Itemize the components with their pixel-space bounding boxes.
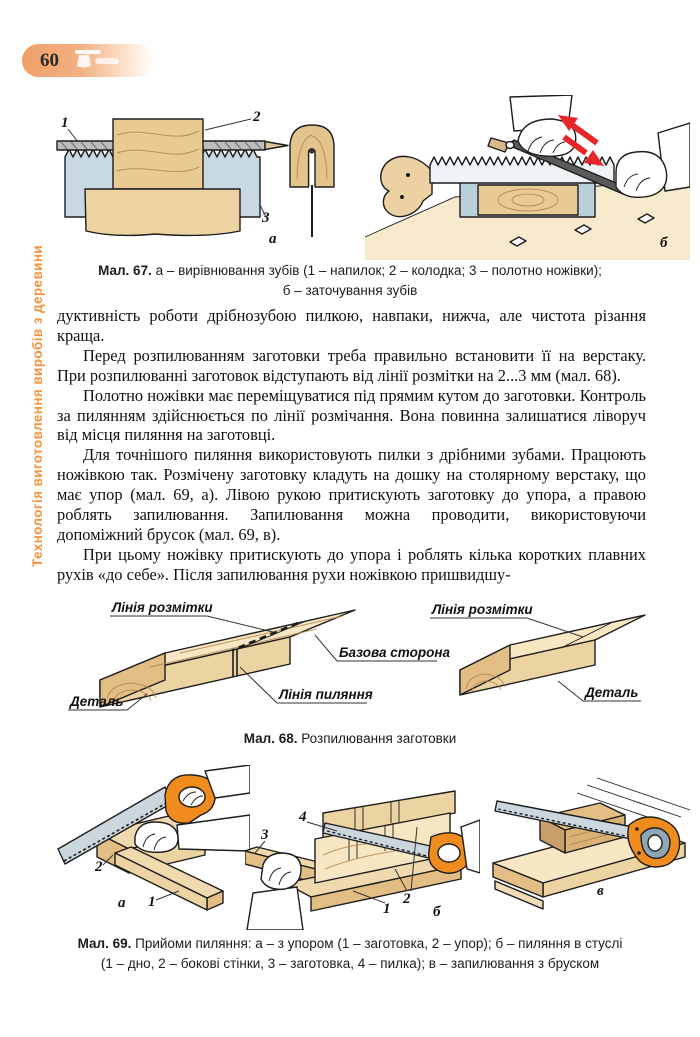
figure-67b-sharpening bbox=[360, 95, 690, 260]
label-b: б bbox=[433, 904, 441, 920]
label-3: 3 bbox=[262, 210, 270, 226]
label-2: 2 bbox=[95, 859, 103, 875]
label-b: б bbox=[660, 235, 668, 251]
figure-68-planks bbox=[55, 595, 665, 722]
label-v: в bbox=[597, 883, 604, 899]
wood-block-67a bbox=[113, 119, 203, 189]
label-detail: Деталь bbox=[70, 694, 124, 709]
workbench-board-67a bbox=[85, 189, 240, 235]
figure-69b-mitre-box bbox=[245, 765, 480, 930]
figure-69v-block-guide bbox=[485, 765, 695, 925]
figure-69-caption: Мал. 69. Прийоми пиляння: а – з упором (1 – заготовка, 2 – упор); б – пиляння в стуслі (1 – дно, 2 – бокові стінки, 3 – заготовка, 4 – пилка); в – запилювання з бруском bbox=[77, 936, 623, 971]
publisher-logo-icon bbox=[73, 46, 125, 75]
page-number: 60 bbox=[40, 49, 59, 71]
label-marking-line: Лінія розмітки bbox=[432, 602, 533, 617]
paragraph: Полотно ножівки має переміщуватися під прямим кутом до заготовки. Контроль за пилянням здійснюється по лінії розмічання. Вона повинна залишатися ліворуч від місця пиляння на заготовці. bbox=[57, 385, 646, 445]
label-base-side: Базова сторона bbox=[339, 645, 450, 660]
label-2: 2 bbox=[403, 891, 411, 907]
figure-67-caption: Мал. 67. а – вирівнювання зубів (1 – напилок; 2 – колодка; 3 – полотно ножівки); б – заточування зубів bbox=[98, 263, 602, 298]
label-4: 4 bbox=[299, 809, 307, 825]
figure-69a-sawing-with-stop bbox=[55, 765, 250, 925]
motion-arrows-icon bbox=[558, 115, 604, 166]
label-1: 1 bbox=[383, 901, 391, 917]
right-hand-67b bbox=[616, 123, 690, 197]
label-3: 3 bbox=[261, 827, 269, 843]
paragraph: дуктивність роботи дрібнозубою пилкою, навпаки, нижча, але чистота різання краща. bbox=[57, 306, 646, 345]
paragraph: Для точнішого пиляння використовують пилки з дрібними зубами. Працюють ножівкою так. Розмічену заготовку кладуть на дошку на столярному верстаку, що має упор (мал. 69, а). Лівою рукою притискують заготовку до упора, а правою роблять запилювання. Запилювання можна проводити, використовуючи допоміжний брусок (мал. 69, в). bbox=[57, 445, 646, 544]
label-1: 1 bbox=[61, 115, 69, 131]
figure-67a-tooth-levelling bbox=[55, 105, 345, 250]
vice-67b bbox=[460, 181, 595, 217]
block-cross-section-67a bbox=[290, 125, 334, 237]
figure-68-caption: Мал. 68. Розпилювання заготовки bbox=[243, 731, 457, 746]
label-marking-line: Лінія розмітки bbox=[112, 600, 213, 615]
label-2: 2 bbox=[253, 109, 261, 125]
paragraph: При цьому ножівку притискують до упора і роблять кілька коротких плавних рухів «до себе». Після запилювання рухи ножівкою пришвидшу- bbox=[57, 544, 646, 584]
label-a: а bbox=[118, 895, 126, 911]
page-number-pill bbox=[22, 44, 154, 77]
gripping-fist-69b bbox=[438, 844, 460, 862]
chapter-sidebar-title: Технологія виготовлення виробів з деревини bbox=[30, 244, 45, 567]
label-1: 1 bbox=[148, 894, 156, 910]
paragraph: Перед розпилюванням заготовки треба правильно встановити її на верстаку. При розпилюванні заготовок відступають від лінії розмітки на 2...3 мм (мал. 68). bbox=[57, 345, 646, 385]
label-cutting-line: Лінія пиляння bbox=[279, 687, 373, 702]
label-a: а bbox=[269, 231, 277, 247]
body-text bbox=[57, 306, 646, 585]
label-detail: Деталь bbox=[585, 685, 639, 700]
